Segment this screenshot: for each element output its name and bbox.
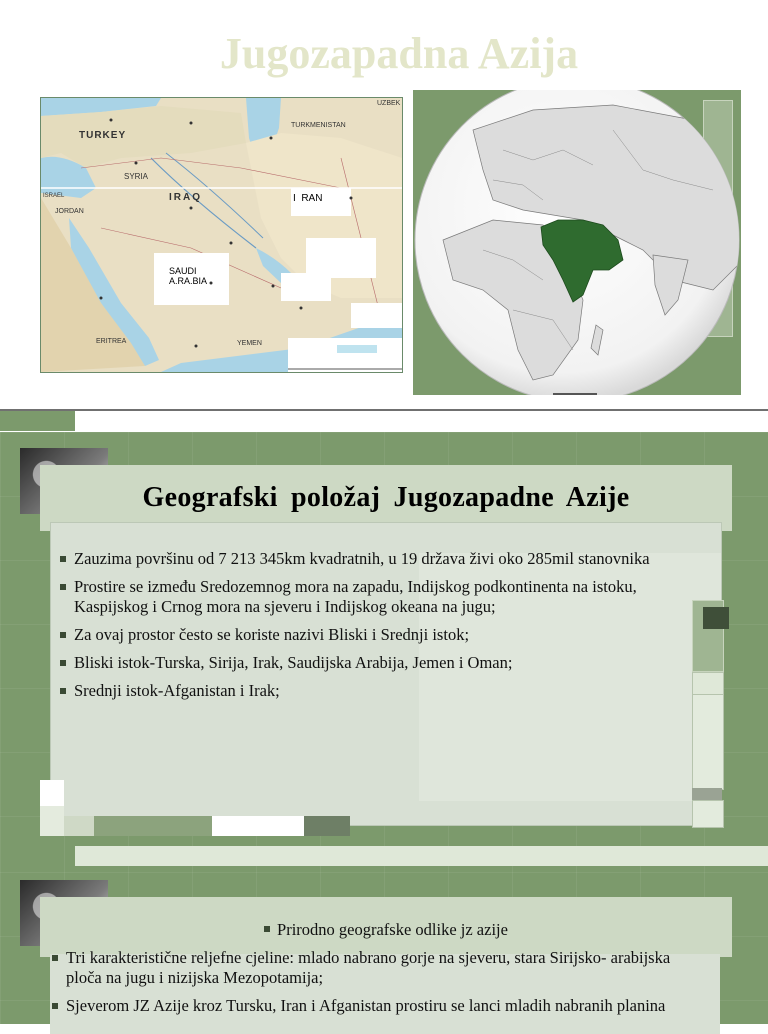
slide-divider — [0, 409, 768, 411]
deco-square — [40, 806, 64, 836]
deco-square — [94, 816, 212, 836]
slide-1-title: Jugozapadna Azija — [219, 29, 579, 78]
map-label-eritrea: ERITREA — [96, 338, 127, 345]
deco-square — [703, 607, 729, 629]
deco-square — [692, 788, 722, 800]
deco-square — [692, 694, 724, 790]
divider-accent — [0, 411, 75, 431]
slide-3-bullet-list — [50, 948, 680, 1024]
slide-2-title: Geografski položaj Jugozapadne Azije — [142, 482, 630, 513]
globe-graphic — [413, 90, 741, 395]
list-item: Za ovaj prostor često se koriste nazivi Bliski i Srednji istok; — [59, 625, 699, 645]
regional-map — [40, 97, 403, 373]
slide-2 — [0, 432, 768, 872]
deco-square — [64, 816, 94, 836]
deco-bar — [75, 846, 768, 866]
deco-square — [40, 780, 64, 806]
slide-3-heading: Prirodno geografske odlike jz azije — [40, 920, 732, 940]
map-label-uzbek: UZBEK — [377, 100, 401, 107]
list-item: Sjeverom JZ Azije kroz Tursku, Iran i Afganistan prostiru se lanci mladih nabranih planina — [50, 996, 680, 1016]
slide-2-bullet-list — [59, 549, 699, 709]
slide-2-content-panel — [50, 522, 722, 826]
map-label-iraq: IRAQ — [169, 192, 202, 203]
map-label-israel: ISRAEL — [43, 193, 65, 199]
map-label-turkey: TURKEY — [79, 130, 127, 141]
map-label-jordan: JORDAN — [55, 208, 84, 215]
deco-square — [692, 672, 724, 696]
globe-map — [413, 90, 741, 395]
deco-square — [212, 816, 304, 836]
map-label-iran: I RAN — [293, 193, 323, 204]
list-item: Prostire se između Sredozemnog mora na zapadu, Indijskog podkontinenta na istoku, Kaspijskog i Crnog mora na sjeveru i Indijskog okeana na jugu; — [59, 577, 699, 617]
deco-square — [304, 816, 350, 836]
map-label-syria: SYRIA — [124, 172, 149, 181]
list-item: Zauzima površinu od 7 213 345km kvadratnih, u 19 država živi oko 285mil stanovnika — [59, 549, 699, 569]
list-item: Bliski istok-Turska, Sirija, Irak, Saudijska Arabija, Jemen i Oman; — [59, 653, 699, 673]
slide-3 — [0, 872, 768, 1024]
deco-square — [692, 800, 724, 828]
list-item: Tri karakteristične reljefne cjeline: mlado nabrano gorje na sjeveru, stara Sirijsko- arabijska ploča na jugu i nizijska Mezopotamija; — [50, 948, 680, 988]
list-item: Srednji istok-Afganistan i Irak; — [59, 681, 699, 701]
map-label-turkmenistan: TURKMENISTAN — [291, 122, 346, 129]
map-label-saudi-arabia: SAUDI A.RA.BIA — [169, 266, 208, 286]
map-label-yemen: YEMEN — [237, 340, 262, 347]
slide-1 — [0, 0, 768, 408]
